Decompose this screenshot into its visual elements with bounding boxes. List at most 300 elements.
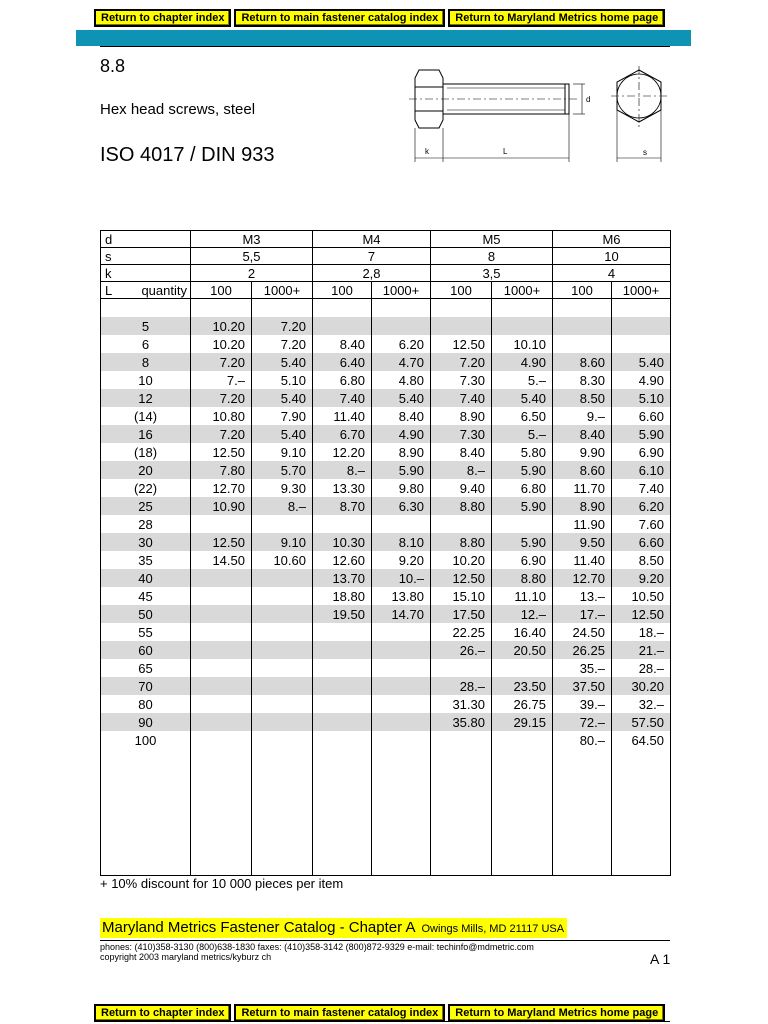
price-cell: 6.80 bbox=[313, 371, 372, 389]
size-cell: 10 bbox=[553, 248, 671, 265]
empty-cell bbox=[101, 839, 191, 857]
price-cell bbox=[252, 695, 313, 713]
contact-phones: phones: (410)358-3130 (800)638-1830 faxes: (410)358-3142 (800)872-9329 e-mail: techinfo@mdmetric.com bbox=[100, 942, 534, 952]
price-cell: 11.90 bbox=[553, 515, 612, 533]
price-cell bbox=[372, 623, 431, 641]
price-cell: 10.90 bbox=[191, 497, 252, 515]
price-cell bbox=[313, 515, 372, 533]
empty-cell bbox=[252, 803, 313, 821]
price-cell bbox=[431, 731, 492, 749]
empty-cell bbox=[313, 857, 372, 876]
empty-cell bbox=[612, 821, 671, 839]
price-cell: 8.– bbox=[313, 461, 372, 479]
empty-cell bbox=[252, 821, 313, 839]
price-cell: 6.90 bbox=[612, 443, 671, 461]
table-row bbox=[101, 353, 671, 371]
length-cell: 35 bbox=[101, 551, 191, 569]
price-cell: 8.40 bbox=[313, 335, 372, 353]
price-cell bbox=[313, 677, 372, 695]
empty-cell bbox=[553, 749, 612, 767]
empty-cell bbox=[492, 785, 553, 803]
price-cell bbox=[492, 317, 553, 335]
price-cell: 6.30 bbox=[372, 497, 431, 515]
price-cell: 13.– bbox=[553, 587, 612, 605]
price-cell: 9.20 bbox=[612, 569, 671, 587]
size-cell: 5,5 bbox=[191, 248, 313, 265]
empty-cell bbox=[101, 821, 191, 839]
empty-cell bbox=[492, 749, 553, 767]
table-row bbox=[101, 659, 671, 677]
main-index-button[interactable]: Return to main fastener catalog index bbox=[234, 1004, 445, 1022]
price-cell: 8.80 bbox=[492, 569, 553, 587]
length-cell: 90 bbox=[101, 713, 191, 731]
price-cell: 7.20 bbox=[252, 335, 313, 353]
price-cell: 9.30 bbox=[252, 479, 313, 497]
price-cell: 7.40 bbox=[313, 389, 372, 407]
price-cell: 7.20 bbox=[191, 425, 252, 443]
empty-cell bbox=[372, 857, 431, 876]
size-cell: 7 bbox=[313, 248, 431, 265]
price-cell: 5.90 bbox=[492, 533, 553, 551]
length-cell: 16 bbox=[101, 425, 191, 443]
table-row bbox=[101, 623, 671, 641]
price-cell: 18.– bbox=[612, 623, 671, 641]
row-k bbox=[101, 265, 671, 282]
empty-cell bbox=[612, 857, 671, 876]
price-cell bbox=[553, 335, 612, 353]
length-cell: 70 bbox=[101, 677, 191, 695]
table-row bbox=[101, 407, 671, 425]
price-cell: 9.80 bbox=[372, 479, 431, 497]
contact-info bbox=[100, 942, 534, 962]
price-cell: 12.70 bbox=[553, 569, 612, 587]
property-class: 8.8 bbox=[100, 56, 126, 76]
empty-cell bbox=[553, 803, 612, 821]
qty-header: 1000+ bbox=[252, 282, 313, 299]
empty-cell bbox=[431, 857, 492, 876]
length-cell: 80 bbox=[101, 695, 191, 713]
price-cell: 7.30 bbox=[431, 425, 492, 443]
price-cell: 9.– bbox=[553, 407, 612, 425]
price-cell bbox=[372, 659, 431, 677]
length-cell: (14) bbox=[101, 407, 191, 425]
empty-cell bbox=[492, 767, 553, 785]
price-cell: 5.90 bbox=[612, 425, 671, 443]
table-row bbox=[101, 641, 671, 659]
empty-cell bbox=[431, 803, 492, 821]
price-cell: 12.20 bbox=[313, 443, 372, 461]
size-cell: 2,8 bbox=[313, 265, 431, 282]
price-cell: 26.25 bbox=[553, 641, 612, 659]
size-cell: M3 bbox=[191, 231, 313, 248]
price-cell bbox=[191, 659, 252, 677]
price-cell: 9.90 bbox=[553, 443, 612, 461]
table-row bbox=[101, 497, 671, 515]
price-cell bbox=[313, 317, 372, 335]
size-cell: M5 bbox=[431, 231, 553, 248]
price-cell: 11.70 bbox=[553, 479, 612, 497]
price-cell: 5.40 bbox=[612, 353, 671, 371]
length-cell: 30 bbox=[101, 533, 191, 551]
price-cell: 32.– bbox=[612, 695, 671, 713]
price-cell: 12.60 bbox=[313, 551, 372, 569]
price-cell: 37.50 bbox=[553, 677, 612, 695]
empty-cell bbox=[313, 803, 372, 821]
price-cell: 5.90 bbox=[372, 461, 431, 479]
price-cell: 5.90 bbox=[492, 497, 553, 515]
empty-cell bbox=[553, 839, 612, 857]
empty-cell bbox=[252, 749, 313, 767]
empty-cell bbox=[372, 839, 431, 857]
price-body bbox=[101, 299, 671, 876]
price-cell: 8.60 bbox=[553, 461, 612, 479]
price-cell bbox=[313, 713, 372, 731]
price-cell bbox=[252, 659, 313, 677]
price-cell: 17.– bbox=[553, 605, 612, 623]
price-cell: 35.– bbox=[553, 659, 612, 677]
length-cell: 8 bbox=[101, 353, 191, 371]
price-cell bbox=[252, 731, 313, 749]
price-cell bbox=[431, 515, 492, 533]
price-cell: 11.40 bbox=[553, 551, 612, 569]
price-cell bbox=[553, 317, 612, 335]
price-cell bbox=[612, 335, 671, 353]
empty-cell bbox=[313, 839, 372, 857]
row-s bbox=[101, 248, 671, 265]
price-cell: 4.90 bbox=[492, 353, 553, 371]
empty-cell bbox=[101, 857, 191, 876]
price-cell bbox=[372, 641, 431, 659]
price-cell: 12.50 bbox=[191, 533, 252, 551]
length-cell: 12 bbox=[101, 389, 191, 407]
empty-cell bbox=[191, 767, 252, 785]
price-cell: 5.80 bbox=[492, 443, 553, 461]
price-cell: 4.90 bbox=[372, 425, 431, 443]
price-cell: 7.30 bbox=[431, 371, 492, 389]
price-cell: 9.20 bbox=[372, 551, 431, 569]
price-cell: 6.80 bbox=[492, 479, 553, 497]
length-cell: 25 bbox=[101, 497, 191, 515]
size-cell: M6 bbox=[553, 231, 671, 248]
spacer-cell bbox=[252, 299, 313, 318]
length-quantity-header bbox=[101, 282, 191, 299]
size-cell: 2 bbox=[191, 265, 313, 282]
price-cell bbox=[313, 731, 372, 749]
quantity-label: quantity bbox=[141, 282, 187, 298]
price-cell: 8.40 bbox=[431, 443, 492, 461]
price-cell bbox=[252, 713, 313, 731]
price-cell: 28.– bbox=[612, 659, 671, 677]
qty-header: 1000+ bbox=[492, 282, 553, 299]
empty-cell bbox=[431, 767, 492, 785]
catalog-title: Maryland Metrics Fastener Catalog - Chapter A bbox=[102, 919, 416, 936]
price-cell: 8.30 bbox=[553, 371, 612, 389]
discount-note: + 10% discount for 10 000 pieces per item bbox=[100, 876, 344, 891]
price-cell: 5.40 bbox=[372, 389, 431, 407]
empty-cell bbox=[252, 839, 313, 857]
price-cell: 8.70 bbox=[313, 497, 372, 515]
price-cell: 7.40 bbox=[612, 479, 671, 497]
price-cell: 57.50 bbox=[612, 713, 671, 731]
empty-cell bbox=[431, 749, 492, 767]
price-cell: 12.70 bbox=[191, 479, 252, 497]
chapter-index-button[interactable]: Return to chapter index bbox=[94, 9, 231, 27]
price-cell: 29.15 bbox=[492, 713, 553, 731]
price-cell: 12.50 bbox=[612, 605, 671, 623]
length-cell: (18) bbox=[101, 443, 191, 461]
price-cell: 5.10 bbox=[612, 389, 671, 407]
table-row bbox=[101, 425, 671, 443]
empty-cell bbox=[492, 857, 553, 876]
price-cell bbox=[313, 659, 372, 677]
empty-cell bbox=[553, 767, 612, 785]
spacer-cell bbox=[372, 299, 431, 318]
price-cell: 6.60 bbox=[612, 533, 671, 551]
price-cell: 10.20 bbox=[431, 551, 492, 569]
row-label: d bbox=[101, 231, 191, 248]
price-cell bbox=[191, 713, 252, 731]
table-row bbox=[101, 695, 671, 713]
empty-cell bbox=[372, 785, 431, 803]
price-cell: 7.60 bbox=[612, 515, 671, 533]
length-cell: 100 bbox=[101, 731, 191, 749]
empty-cell bbox=[101, 803, 191, 821]
price-cell: 13.80 bbox=[372, 587, 431, 605]
price-cell: 10.10 bbox=[492, 335, 553, 353]
price-cell bbox=[372, 713, 431, 731]
table-row bbox=[101, 317, 671, 335]
table-row bbox=[101, 551, 671, 569]
price-cell bbox=[252, 623, 313, 641]
table-row bbox=[101, 443, 671, 461]
price-cell: 13.70 bbox=[313, 569, 372, 587]
table-row bbox=[101, 533, 671, 551]
price-cell: 4.90 bbox=[612, 371, 671, 389]
price-cell bbox=[191, 641, 252, 659]
price-cell: 30.20 bbox=[612, 677, 671, 695]
empty-cell bbox=[492, 803, 553, 821]
price-cell: 10.20 bbox=[191, 317, 252, 335]
price-cell bbox=[372, 317, 431, 335]
price-cell: 26.– bbox=[431, 641, 492, 659]
price-cell: 8.40 bbox=[372, 407, 431, 425]
dim-d-label: d bbox=[586, 95, 591, 104]
price-cell: 6.70 bbox=[313, 425, 372, 443]
price-cell: 8.90 bbox=[553, 497, 612, 515]
price-cell bbox=[431, 317, 492, 335]
price-cell: 5.– bbox=[492, 425, 553, 443]
empty-cell bbox=[191, 785, 252, 803]
dim-s-label: s bbox=[643, 148, 647, 157]
length-cell: 40 bbox=[101, 569, 191, 587]
price-cell: 5.70 bbox=[252, 461, 313, 479]
price-cell bbox=[191, 677, 252, 695]
price-cell: 64.50 bbox=[612, 731, 671, 749]
price-cell: 7.– bbox=[191, 371, 252, 389]
empty-cell bbox=[372, 821, 431, 839]
price-cell bbox=[252, 677, 313, 695]
empty-cell bbox=[191, 857, 252, 876]
length-cell: (22) bbox=[101, 479, 191, 497]
top-nav bbox=[94, 9, 665, 27]
empty-cell bbox=[101, 785, 191, 803]
price-cell bbox=[492, 731, 553, 749]
price-cell: 8.– bbox=[431, 461, 492, 479]
footer-rule bbox=[100, 940, 670, 941]
length-cell: 65 bbox=[101, 659, 191, 677]
price-cell: 5.90 bbox=[492, 461, 553, 479]
length-cell: 10 bbox=[101, 371, 191, 389]
length-cell: 28 bbox=[101, 515, 191, 533]
price-cell: 14.50 bbox=[191, 551, 252, 569]
table-row bbox=[101, 515, 671, 533]
price-cell: 5.40 bbox=[252, 425, 313, 443]
empty-cell bbox=[492, 821, 553, 839]
standard-title: ISO 4017 / DIN 933 bbox=[100, 144, 275, 166]
price-cell: 23.50 bbox=[492, 677, 553, 695]
empty-cell bbox=[313, 785, 372, 803]
spacer-cell bbox=[492, 299, 553, 318]
price-cell bbox=[252, 605, 313, 623]
spacer-cell bbox=[313, 299, 372, 318]
empty-cell bbox=[553, 857, 612, 876]
price-cell: 11.40 bbox=[313, 407, 372, 425]
price-cell: 6.90 bbox=[492, 551, 553, 569]
catalog-location: Owings Mills, MD 21117 USA bbox=[421, 923, 565, 935]
price-cell bbox=[313, 623, 372, 641]
price-cell: 9.50 bbox=[553, 533, 612, 551]
price-cell: 80.– bbox=[553, 731, 612, 749]
price-cell: 10.– bbox=[372, 569, 431, 587]
table-row bbox=[101, 389, 671, 407]
price-cell: 72.– bbox=[553, 713, 612, 731]
price-cell bbox=[252, 569, 313, 587]
length-cell: 50 bbox=[101, 605, 191, 623]
price-cell: 5.10 bbox=[252, 371, 313, 389]
price-cell: 10.20 bbox=[191, 335, 252, 353]
price-cell: 7.20 bbox=[252, 317, 313, 335]
table-row bbox=[101, 569, 671, 587]
price-cell: 5.40 bbox=[252, 389, 313, 407]
empty-cell bbox=[372, 803, 431, 821]
price-cell: 9.10 bbox=[252, 443, 313, 461]
main-index-button[interactable]: Return to main fastener catalog index bbox=[234, 9, 445, 27]
empty-cell bbox=[101, 749, 191, 767]
price-cell: 9.40 bbox=[431, 479, 492, 497]
spacer-cell bbox=[101, 299, 191, 318]
empty-cell bbox=[612, 749, 671, 767]
empty-cell bbox=[553, 821, 612, 839]
price-cell bbox=[252, 587, 313, 605]
empty-row bbox=[101, 857, 671, 876]
table-row bbox=[101, 731, 671, 749]
empty-cell bbox=[101, 767, 191, 785]
empty-cell bbox=[372, 749, 431, 767]
home-page-button[interactable]: Return to Maryland Metrics home page bbox=[448, 9, 665, 27]
empty-row bbox=[101, 785, 671, 803]
price-cell bbox=[191, 569, 252, 587]
price-cell bbox=[492, 659, 553, 677]
table-row bbox=[101, 605, 671, 623]
product-subtitle: Hex head screws, steel bbox=[100, 101, 256, 118]
row-label: k bbox=[101, 265, 191, 282]
empty-row bbox=[101, 821, 671, 839]
dim-l-label: L bbox=[503, 147, 508, 156]
bottom-rule bbox=[100, 1021, 670, 1022]
qty-header: 1000+ bbox=[612, 282, 671, 299]
table-row bbox=[101, 479, 671, 497]
spacer-row bbox=[101, 299, 671, 318]
price-cell bbox=[372, 515, 431, 533]
price-cell: 35.80 bbox=[431, 713, 492, 731]
chapter-index-button[interactable]: Return to chapter index bbox=[94, 1004, 231, 1022]
price-cell: 6.40 bbox=[313, 353, 372, 371]
price-cell bbox=[313, 695, 372, 713]
price-cell: 5.– bbox=[492, 371, 553, 389]
catalog-banner bbox=[100, 918, 567, 938]
price-cell bbox=[191, 605, 252, 623]
table-row bbox=[101, 677, 671, 695]
table-row bbox=[101, 461, 671, 479]
price-cell: 39.– bbox=[553, 695, 612, 713]
empty-row bbox=[101, 839, 671, 857]
table-row bbox=[101, 713, 671, 731]
price-cell bbox=[191, 587, 252, 605]
price-cell: 18.80 bbox=[313, 587, 372, 605]
price-cell: 7.20 bbox=[191, 389, 252, 407]
home-page-button[interactable]: Return to Maryland Metrics home page bbox=[448, 1004, 665, 1022]
price-cell: 31.30 bbox=[431, 695, 492, 713]
empty-cell bbox=[252, 857, 313, 876]
price-cell: 12.50 bbox=[191, 443, 252, 461]
price-cell: 5.40 bbox=[492, 389, 553, 407]
price-cell: 7.40 bbox=[431, 389, 492, 407]
length-cell: 20 bbox=[101, 461, 191, 479]
empty-cell bbox=[191, 821, 252, 839]
size-cell: 4 bbox=[553, 265, 671, 282]
length-cell: 6 bbox=[101, 335, 191, 353]
empty-cell bbox=[431, 821, 492, 839]
price-cell: 17.50 bbox=[431, 605, 492, 623]
length-cell: 45 bbox=[101, 587, 191, 605]
spacer-cell bbox=[553, 299, 612, 318]
price-cell bbox=[372, 695, 431, 713]
empty-cell bbox=[553, 785, 612, 803]
hex-screw-diagram bbox=[405, 62, 675, 166]
price-cell: 7.80 bbox=[191, 461, 252, 479]
empty-cell bbox=[372, 767, 431, 785]
price-cell: 15.10 bbox=[431, 587, 492, 605]
empty-cell bbox=[252, 767, 313, 785]
price-cell bbox=[252, 515, 313, 533]
empty-cell bbox=[313, 749, 372, 767]
copyright: copyright 2003 maryland metrics/kyburz ch bbox=[100, 952, 272, 962]
price-cell bbox=[372, 731, 431, 749]
empty-row bbox=[101, 803, 671, 821]
empty-cell bbox=[252, 785, 313, 803]
empty-cell bbox=[612, 803, 671, 821]
price-cell: 6.60 bbox=[612, 407, 671, 425]
price-cell: 10.30 bbox=[313, 533, 372, 551]
empty-cell bbox=[313, 767, 372, 785]
price-cell: 8.10 bbox=[372, 533, 431, 551]
price-cell: 8.50 bbox=[553, 389, 612, 407]
qty-header: 1000+ bbox=[372, 282, 431, 299]
empty-cell bbox=[612, 785, 671, 803]
size-cell: M4 bbox=[313, 231, 431, 248]
header-rule bbox=[100, 46, 670, 47]
price-cell: 6.20 bbox=[372, 335, 431, 353]
